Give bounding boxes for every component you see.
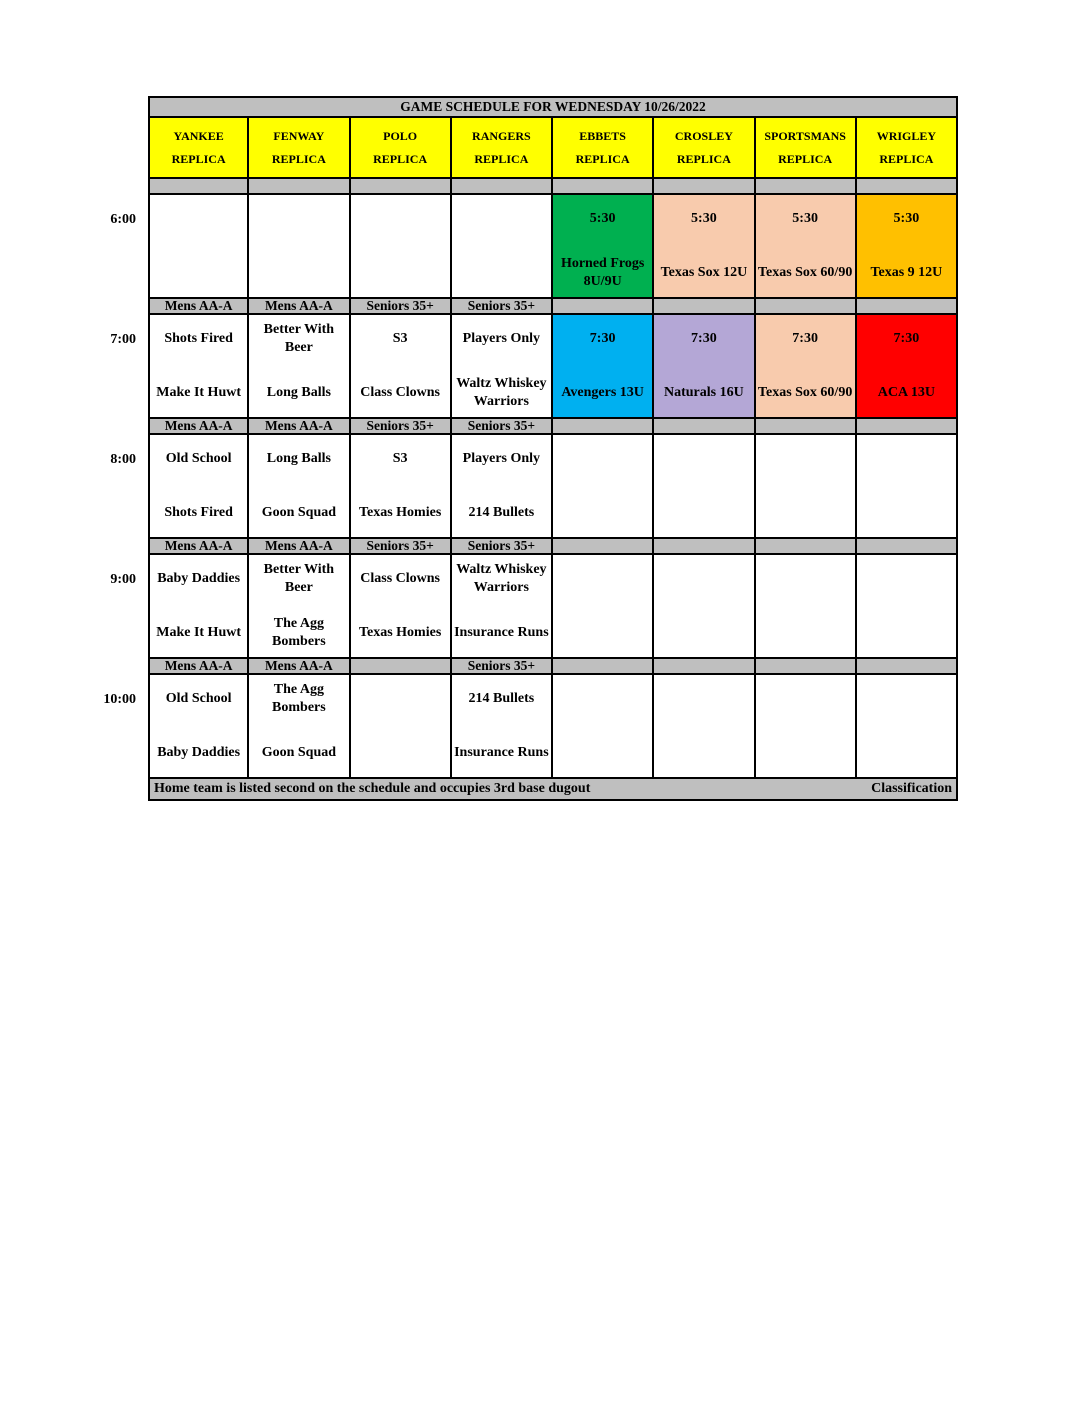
classification-cell: Mens AA-A bbox=[249, 299, 350, 315]
time-label: 7:00 bbox=[110, 332, 136, 347]
game-team-top bbox=[756, 681, 855, 717]
game-team-top: 7:30 bbox=[792, 331, 818, 346]
game-team-bottom: Texas Sox 60/90 bbox=[757, 385, 853, 400]
game-team-bottom bbox=[452, 251, 551, 295]
game-team-bottom bbox=[150, 251, 247, 295]
spacer-cell bbox=[249, 179, 350, 195]
field-header-row bbox=[148, 118, 958, 179]
game-cell bbox=[756, 435, 857, 539]
game-team-top bbox=[857, 441, 956, 477]
classification-cell bbox=[553, 299, 654, 315]
game-team-top: 7:30 bbox=[893, 331, 920, 346]
classification-cell bbox=[654, 539, 755, 555]
field-type: REPLICA bbox=[171, 151, 226, 166]
footer-note: Home team is listed second on the schedule and occupies 3rd base dugout bbox=[154, 781, 591, 796]
time-label: 6:00 bbox=[110, 212, 136, 227]
game-team-bottom bbox=[857, 731, 956, 775]
classification-cell bbox=[756, 539, 857, 555]
classification-cell bbox=[654, 659, 755, 675]
game-cell bbox=[351, 675, 452, 779]
game-team-bottom: Texas 9 12U bbox=[870, 265, 943, 280]
field-header-0 bbox=[148, 118, 249, 179]
classification-cell: Mens AA-A bbox=[249, 419, 350, 435]
game-team-top bbox=[351, 201, 450, 237]
game-team-bottom: Texas Homies bbox=[358, 505, 442, 520]
classification-cell: Seniors 35+ bbox=[452, 659, 553, 675]
game-cell bbox=[553, 195, 654, 299]
game-team-bottom: 214 Bullets bbox=[468, 505, 535, 520]
classification-cell: Mens AA-A bbox=[249, 659, 350, 675]
game-team-top: The Agg Bombers bbox=[272, 682, 326, 715]
game-cell bbox=[148, 675, 249, 779]
game-row bbox=[148, 555, 958, 659]
field-type: REPLICA bbox=[373, 151, 428, 166]
game-team-bottom: The Agg Bombers bbox=[272, 616, 326, 649]
classification-row bbox=[148, 539, 958, 555]
game-cell bbox=[452, 195, 553, 299]
game-cell bbox=[654, 315, 755, 419]
game-team-bottom: Long Balls bbox=[266, 385, 331, 400]
classification-cell bbox=[756, 299, 857, 315]
classification-cell bbox=[654, 419, 755, 435]
game-cell bbox=[148, 555, 249, 659]
classification-cell bbox=[756, 419, 857, 435]
classification-cell: Mens AA-A bbox=[148, 539, 249, 555]
game-team-bottom bbox=[756, 611, 855, 655]
classification-cell: Seniors 35+ bbox=[351, 419, 452, 435]
game-team-bottom: Baby Daddies bbox=[157, 745, 241, 760]
game-cell bbox=[452, 675, 553, 779]
classification-row bbox=[148, 659, 958, 675]
game-team-top bbox=[553, 441, 652, 477]
field-header-1 bbox=[249, 118, 350, 179]
field-type: REPLICA bbox=[778, 151, 833, 166]
game-team-bottom bbox=[654, 611, 753, 655]
field-header-3 bbox=[452, 118, 553, 179]
game-cell bbox=[452, 435, 553, 539]
game-cell bbox=[249, 435, 350, 539]
game-cell bbox=[857, 195, 958, 299]
game-team-bottom: Goon Squad bbox=[261, 745, 337, 760]
schedule-table bbox=[148, 96, 958, 801]
spacer-cell bbox=[857, 179, 958, 195]
game-team-top bbox=[756, 441, 855, 477]
game-cell bbox=[756, 195, 857, 299]
game-cell bbox=[148, 435, 249, 539]
game-team-bottom bbox=[756, 731, 855, 775]
game-team-top: Old School bbox=[165, 691, 232, 706]
classification-cell bbox=[553, 539, 654, 555]
field-name: SPORTSMANS bbox=[764, 128, 846, 143]
classification-cell bbox=[654, 299, 755, 315]
game-team-top: Better With Beer bbox=[263, 322, 335, 355]
field-header-7 bbox=[857, 118, 958, 179]
game-team-top: 7:30 bbox=[589, 331, 616, 346]
game-cell bbox=[148, 195, 249, 299]
classification-cell bbox=[756, 659, 857, 675]
game-cell bbox=[148, 315, 249, 419]
game-team-bottom: Avengers 13U bbox=[561, 385, 644, 400]
time-label: 8:00 bbox=[110, 452, 136, 467]
game-cell bbox=[249, 315, 350, 419]
field-type: REPLICA bbox=[676, 151, 731, 166]
game-team-top bbox=[249, 201, 348, 237]
spacer-cell bbox=[452, 179, 553, 195]
classification-cell: Seniors 35+ bbox=[351, 539, 452, 555]
classification-cell bbox=[351, 659, 452, 675]
game-team-bottom bbox=[654, 491, 753, 535]
game-team-top: Better With Beer bbox=[263, 562, 335, 595]
game-team-top: 214 Bullets bbox=[468, 691, 535, 706]
classification-cell: Mens AA-A bbox=[148, 659, 249, 675]
game-team-top bbox=[857, 561, 956, 597]
game-team-top bbox=[553, 681, 652, 717]
field-type: REPLICA bbox=[575, 151, 630, 166]
time-label: 10:00 bbox=[103, 692, 136, 707]
classification-cell bbox=[553, 659, 654, 675]
game-cell bbox=[553, 675, 654, 779]
classification-cell: Seniors 35+ bbox=[452, 419, 553, 435]
game-team-top bbox=[452, 201, 551, 237]
time-label: 9:00 bbox=[110, 572, 136, 587]
game-team-bottom: Make It Huwt bbox=[156, 625, 242, 640]
game-team-top: 5:30 bbox=[691, 211, 717, 226]
game-team-bottom bbox=[553, 611, 652, 655]
game-team-top: 5:30 bbox=[792, 211, 818, 226]
game-team-top: Waltz Whiskey Warriors bbox=[456, 562, 547, 595]
game-cell bbox=[351, 555, 452, 659]
spacer-cell bbox=[654, 179, 755, 195]
game-team-top: Long Balls bbox=[266, 451, 331, 466]
game-team-top bbox=[654, 441, 753, 477]
game-team-bottom bbox=[654, 731, 753, 775]
game-cell bbox=[553, 555, 654, 659]
game-row bbox=[148, 315, 958, 419]
field-name: WRIGLEY bbox=[876, 128, 937, 143]
game-team-bottom bbox=[553, 731, 652, 775]
game-team-bottom: Texas Sox 12U bbox=[660, 265, 748, 280]
game-team-top: Players Only bbox=[462, 331, 541, 346]
classification-cell bbox=[857, 659, 958, 675]
game-team-bottom: Make It Huwt bbox=[156, 385, 242, 400]
game-cell bbox=[553, 435, 654, 539]
classification-cell: Seniors 35+ bbox=[452, 539, 553, 555]
game-team-bottom: Texas Homies bbox=[358, 625, 442, 640]
game-cell bbox=[452, 315, 553, 419]
footer bbox=[148, 779, 958, 801]
game-team-top: Class Clowns bbox=[360, 571, 440, 586]
game-cell bbox=[857, 675, 958, 779]
game-team-bottom: ACA 13U bbox=[877, 385, 935, 400]
spacer-cell bbox=[756, 179, 857, 195]
spacer-cell bbox=[148, 179, 249, 195]
game-team-top: Old School bbox=[165, 451, 232, 466]
game-team-bottom bbox=[553, 491, 652, 535]
game-team-bottom: Goon Squad bbox=[261, 505, 337, 520]
classification-cell: Mens AA-A bbox=[249, 539, 350, 555]
game-cell bbox=[351, 195, 452, 299]
game-team-top bbox=[654, 561, 753, 597]
classification-cell: Seniors 35+ bbox=[351, 299, 452, 315]
field-name: POLO bbox=[383, 128, 418, 143]
field-type: REPLICA bbox=[474, 151, 529, 166]
classification-cell bbox=[553, 419, 654, 435]
game-team-bottom bbox=[249, 251, 348, 295]
game-team-top: 5:30 bbox=[589, 211, 616, 226]
schedule-title: GAME SCHEDULE FOR WEDNESDAY 10/26/2022 bbox=[148, 96, 958, 118]
game-cell bbox=[756, 555, 857, 659]
game-team-top bbox=[553, 561, 652, 597]
game-team-top bbox=[150, 201, 247, 237]
game-team-top bbox=[654, 681, 753, 717]
field-header-6 bbox=[756, 118, 857, 179]
game-team-top: S3 bbox=[392, 451, 408, 466]
game-team-bottom bbox=[756, 491, 855, 535]
field-name: EBBETS bbox=[579, 128, 626, 143]
game-row bbox=[148, 675, 958, 779]
classification-cell bbox=[857, 299, 958, 315]
game-cell bbox=[249, 195, 350, 299]
game-cell bbox=[351, 435, 452, 539]
game-team-bottom: Insurance Runs bbox=[454, 625, 549, 640]
classification-cell: Seniors 35+ bbox=[452, 299, 553, 315]
game-team-top: S3 bbox=[392, 331, 408, 346]
field-type: REPLICA bbox=[879, 151, 934, 166]
game-cell bbox=[452, 555, 553, 659]
game-team-bottom bbox=[857, 491, 956, 535]
field-header-4 bbox=[553, 118, 654, 179]
game-cell bbox=[654, 195, 755, 299]
game-cell bbox=[553, 315, 654, 419]
spacer-cell bbox=[553, 179, 654, 195]
game-team-bottom bbox=[857, 611, 956, 655]
classification-row bbox=[148, 419, 958, 435]
game-team-top bbox=[857, 681, 956, 717]
game-team-bottom: Class Clowns bbox=[360, 385, 440, 400]
game-cell bbox=[654, 555, 755, 659]
game-cell bbox=[756, 675, 857, 779]
classification-cell: Mens AA-A bbox=[148, 299, 249, 315]
game-team-bottom: Waltz Whiskey Warriors bbox=[456, 376, 547, 409]
field-header-2 bbox=[351, 118, 452, 179]
field-name: RANGERS bbox=[472, 128, 531, 143]
game-team-bottom: Naturals 16U bbox=[664, 385, 744, 400]
game-team-bottom: Shots Fired bbox=[164, 505, 233, 520]
game-row bbox=[148, 195, 958, 299]
game-team-top bbox=[351, 681, 450, 717]
spacer-row bbox=[148, 179, 958, 195]
game-team-top: 5:30 bbox=[893, 211, 920, 226]
game-team-bottom bbox=[351, 731, 450, 775]
game-cell bbox=[351, 315, 452, 419]
game-cell bbox=[654, 435, 755, 539]
classification-cell: Mens AA-A bbox=[148, 419, 249, 435]
field-name: FENWAY bbox=[273, 128, 325, 143]
spacer-cell bbox=[351, 179, 452, 195]
game-cell bbox=[756, 315, 857, 419]
field-header-5 bbox=[654, 118, 755, 179]
game-team-top bbox=[756, 561, 855, 597]
game-team-top: Players Only bbox=[462, 451, 541, 466]
field-name: YANKEE bbox=[173, 128, 224, 143]
classification-cell bbox=[857, 539, 958, 555]
game-team-top: Baby Daddies bbox=[157, 571, 241, 586]
field-name: CROSLEY bbox=[674, 128, 733, 143]
game-cell bbox=[857, 315, 958, 419]
game-cell bbox=[857, 555, 958, 659]
game-row bbox=[148, 435, 958, 539]
game-team-bottom: Horned Frogs 8U/9U bbox=[560, 256, 645, 289]
game-team-bottom bbox=[351, 251, 450, 295]
game-team-top: Shots Fired bbox=[164, 331, 233, 346]
footer-classification-label: Classification bbox=[871, 781, 952, 796]
game-team-top: 7:30 bbox=[691, 331, 717, 346]
game-cell bbox=[654, 675, 755, 779]
game-team-bottom: Texas Sox 60/90 bbox=[757, 265, 853, 280]
game-cell bbox=[857, 435, 958, 539]
game-cell bbox=[249, 675, 350, 779]
classification-row bbox=[148, 299, 958, 315]
game-cell bbox=[249, 555, 350, 659]
classification-cell bbox=[857, 419, 958, 435]
game-team-bottom: Insurance Runs bbox=[454, 745, 549, 760]
field-type: REPLICA bbox=[271, 151, 326, 166]
